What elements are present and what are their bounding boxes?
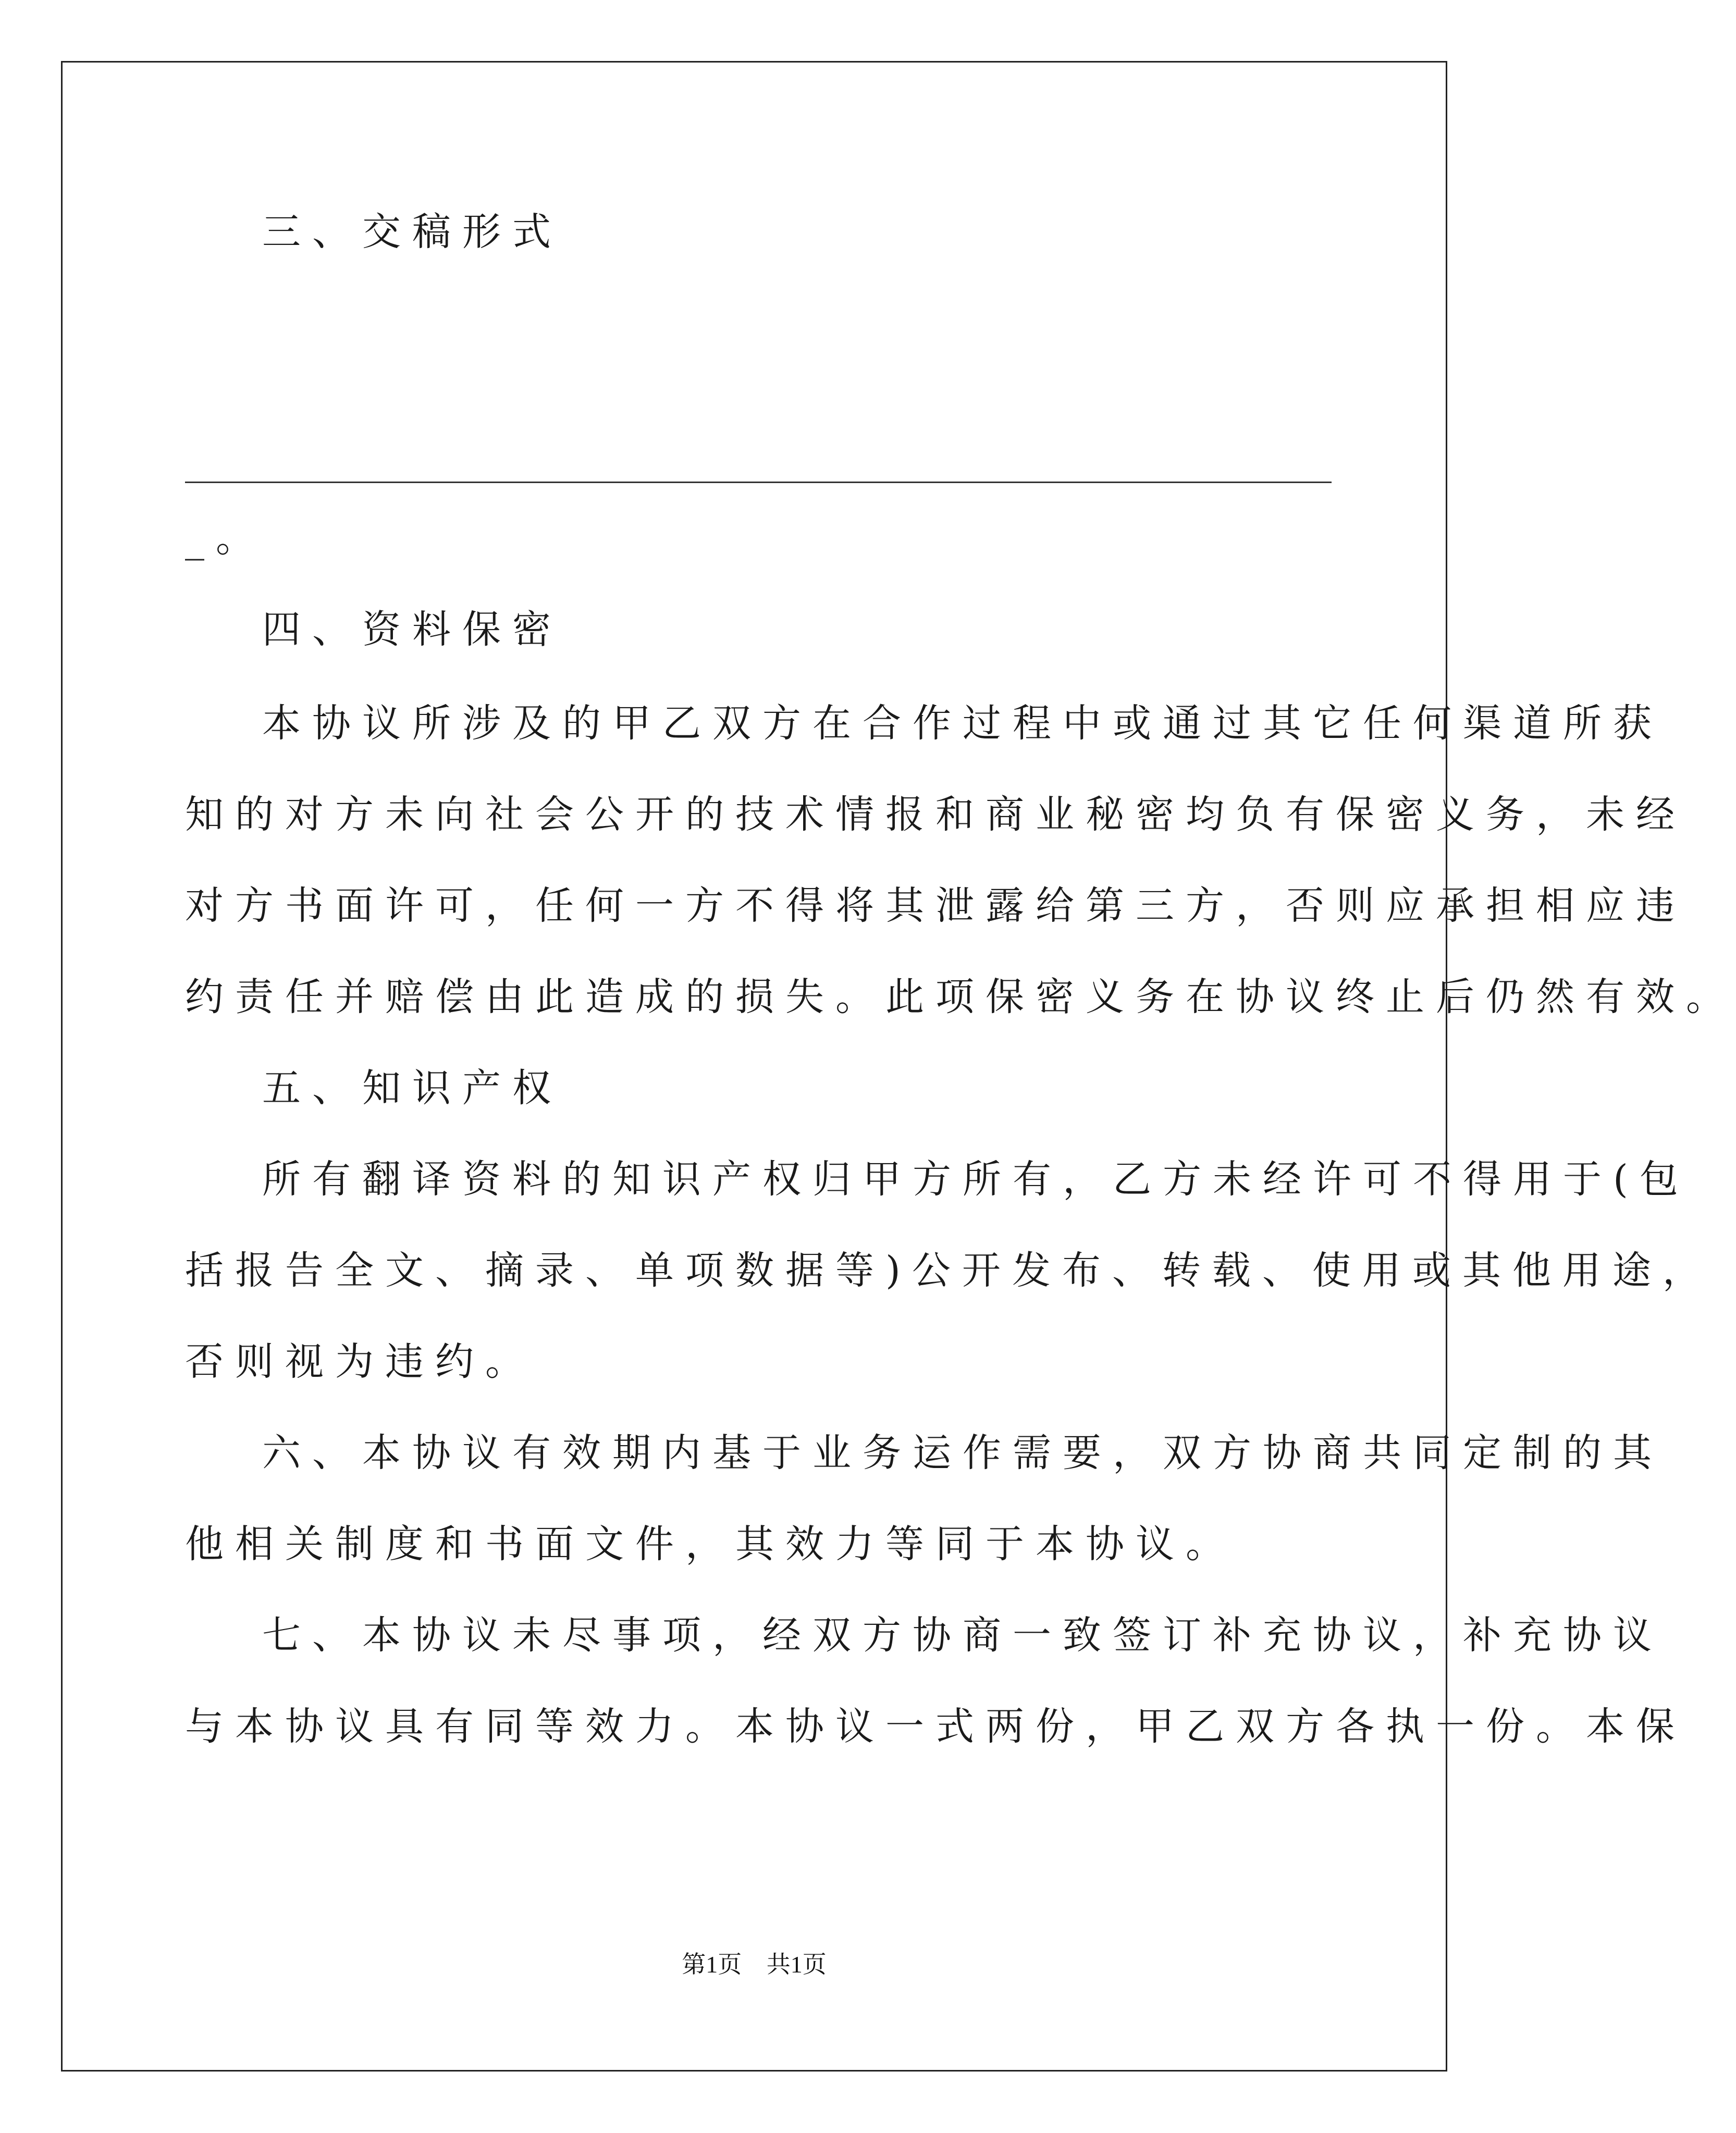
paragraph-line: 否则视为违约。	[185, 1339, 535, 1384]
fill-in-blank-line	[185, 482, 1332, 483]
paragraph-line: 括报告全文、摘录、单项数据等)公开发布、转载、使用或其他用途，	[185, 1248, 1713, 1293]
page-total: 共1页	[766, 1951, 827, 1978]
clause-six-line: 他相关制度和书面文件，其效力等同于本协议。	[185, 1522, 1236, 1567]
blank-line-ending: _。	[185, 516, 266, 561]
paragraph-line: 约责任并赔偿由此造成的损失。此项保密义务在协议终止后仍然有效。	[185, 975, 1736, 1019]
page-number: 第1页	[682, 1951, 742, 1978]
page-footer	[0, 1949, 1508, 1980]
section-heading-submission-format: 三、交稿形式	[262, 209, 562, 254]
paragraph-line: 对方书面许可，任何一方不得将其泄露给第三方，否则应承担相应违	[185, 883, 1686, 928]
section-heading-confidentiality: 四、资料保密	[262, 607, 562, 652]
paragraph-line: 知的对方未向社会公开的技术情报和商业秘密均负有保密义务，未经	[185, 792, 1686, 837]
clause-seven-line: 七、本协议未尽事项，经双方协商一致签订补充协议，补充协议	[262, 1613, 1663, 1658]
clause-seven-line: 与本协议具有同等效力。本协议一式两份，甲乙双方各执一份。本保	[185, 1704, 1686, 1749]
clause-six-line: 六、本协议有效期内基于业务运作需要，双方协商共同定制的其	[262, 1431, 1663, 1475]
section-heading-intellectual-property: 五、知识产权	[262, 1066, 562, 1111]
paragraph-line: 所有翻译资料的知识产权归甲方所有，乙方未经许可不得用于(包	[262, 1157, 1690, 1202]
paragraph-line: 本协议所涉及的甲乙双方在合作过程中或通过其它任何渠道所获	[262, 701, 1663, 746]
